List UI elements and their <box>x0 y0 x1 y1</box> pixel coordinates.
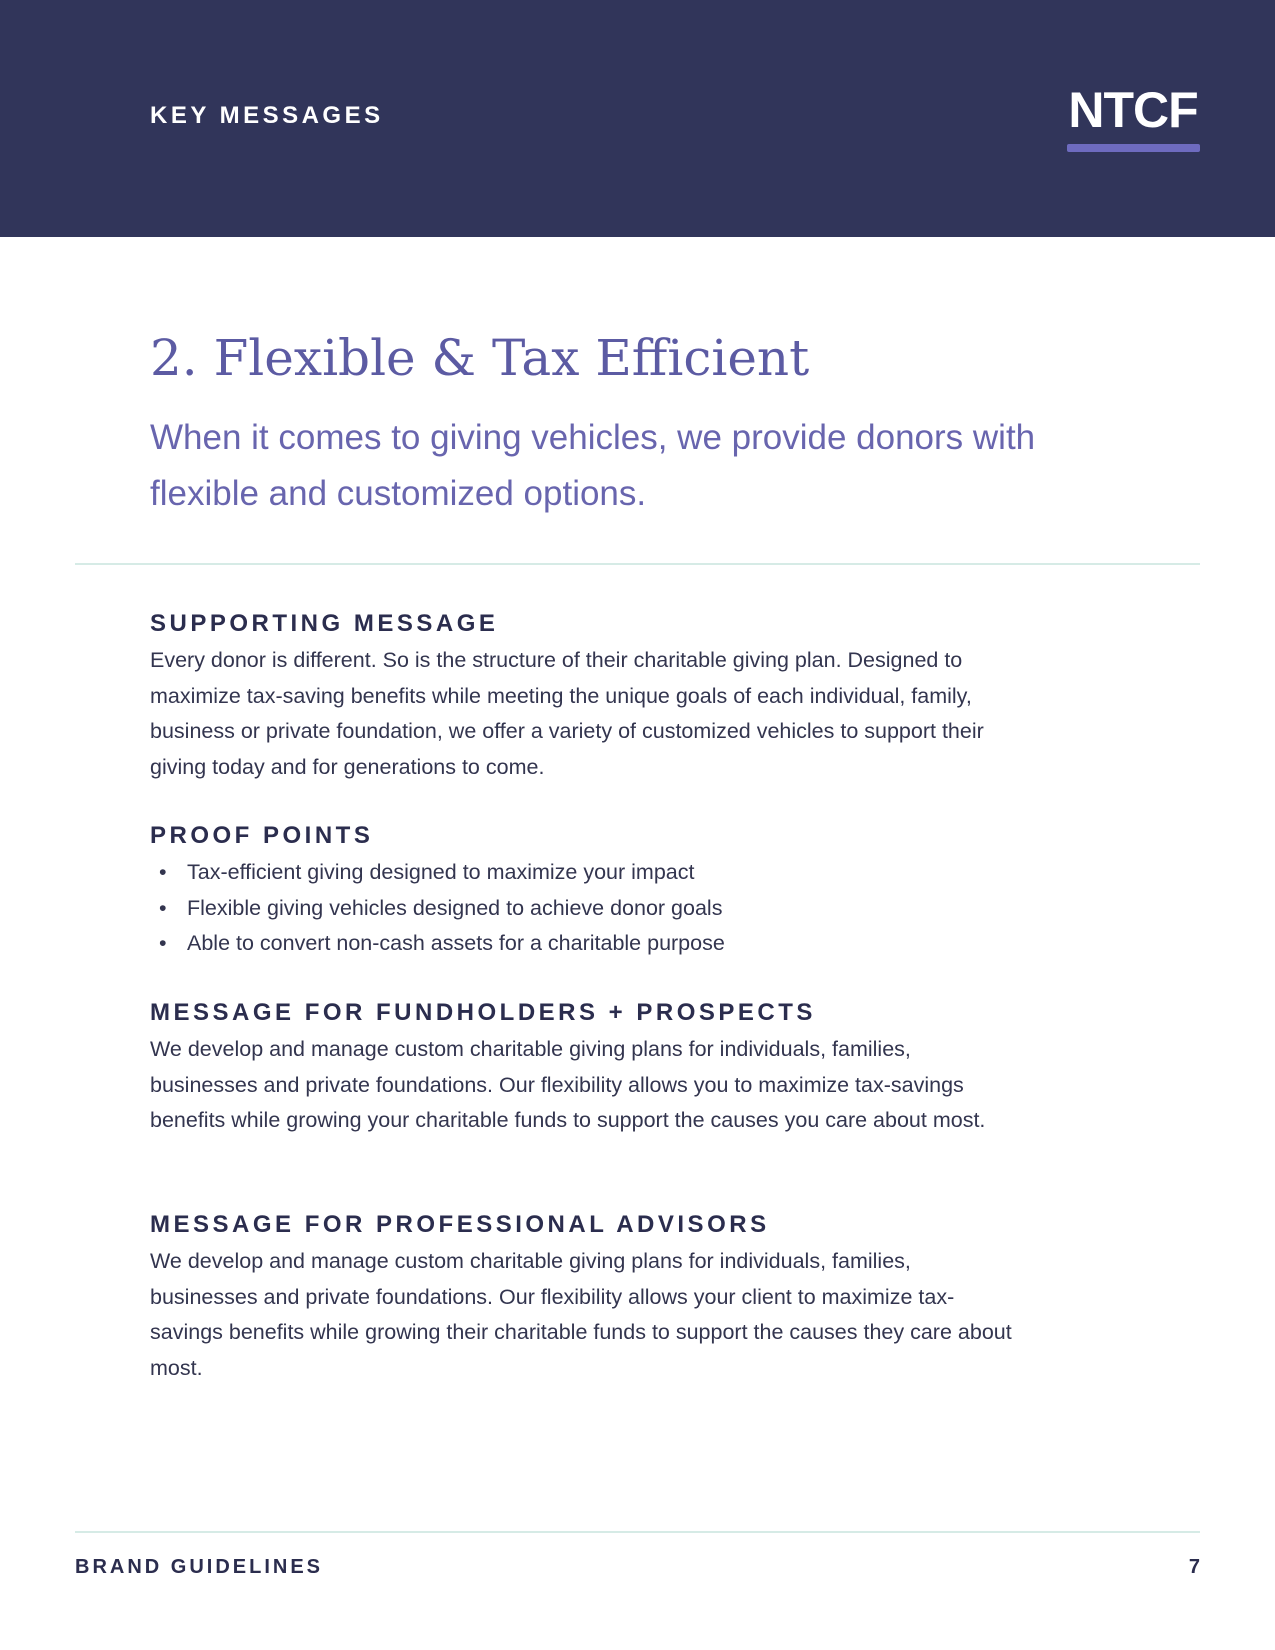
page-number: 7 <box>1188 1556 1200 1578</box>
list-item: • Able to convert non-cash assets for a charitable purpose <box>150 926 1020 962</box>
logo-underline <box>1067 144 1200 152</box>
top-divider <box>75 563 1200 565</box>
list-item: • Tax-efficient giving designed to maximize your impact <box>150 855 1020 891</box>
ntcf-logo <box>1064 82 1202 154</box>
fundholders-body: We develop and manage custom charitable giving plans for individuals, families, businesses and private foundations. Our flexibility allows you to maximize tax-savings benefits while growing your charitable funds to support the causes you care about most. <box>150 1037 986 1132</box>
page-header <box>0 0 1275 237</box>
proof-points-list <box>150 855 1020 962</box>
footer-divider <box>75 1531 1200 1533</box>
footer-label: BRAND GUIDELINES <box>75 1556 324 1578</box>
fundholders-section <box>150 998 1020 1139</box>
page-subtitle: When it comes to giving vehicles, we provide donors with flexible and customized options. <box>150 418 1036 513</box>
proof-points-heading: PROOF POINTS <box>150 822 374 849</box>
header-section-label: KEY MESSAGES <box>150 102 384 129</box>
supporting-message-section <box>150 609 1020 785</box>
fundholders-heading: MESSAGE FOR FUNDHOLDERS + PROSPECTS <box>150 999 816 1026</box>
advisors-section <box>150 1210 1020 1386</box>
list-item: • Flexible giving vehicles designed to achieve donor goals <box>150 891 1020 927</box>
advisors-heading: MESSAGE FOR PROFESSIONAL ADVISORS <box>150 1211 770 1238</box>
page-title: 2. Flexible & Tax Efficient <box>150 329 810 387</box>
supporting-message-body: Every donor is different. So is the structure of their charitable giving plan. Designed to maximize tax-saving benefits while meeting the unique goals of each individual, family, business or private foundation, we offer a variety of customized vehicles to support their giving today and for generations to come. <box>150 648 984 779</box>
logo-text: NTCF <box>1068 82 1198 138</box>
proof-points-section <box>150 821 1020 962</box>
supporting-message-heading: SUPPORTING MESSAGE <box>150 610 499 637</box>
advisors-body: We develop and manage custom charitable giving plans for individuals, families, businesses and private foundations. Our flexibility allows your client to maximize tax-savings benefits while growing their charitable funds to support the causes they care about most. <box>150 1249 1012 1380</box>
